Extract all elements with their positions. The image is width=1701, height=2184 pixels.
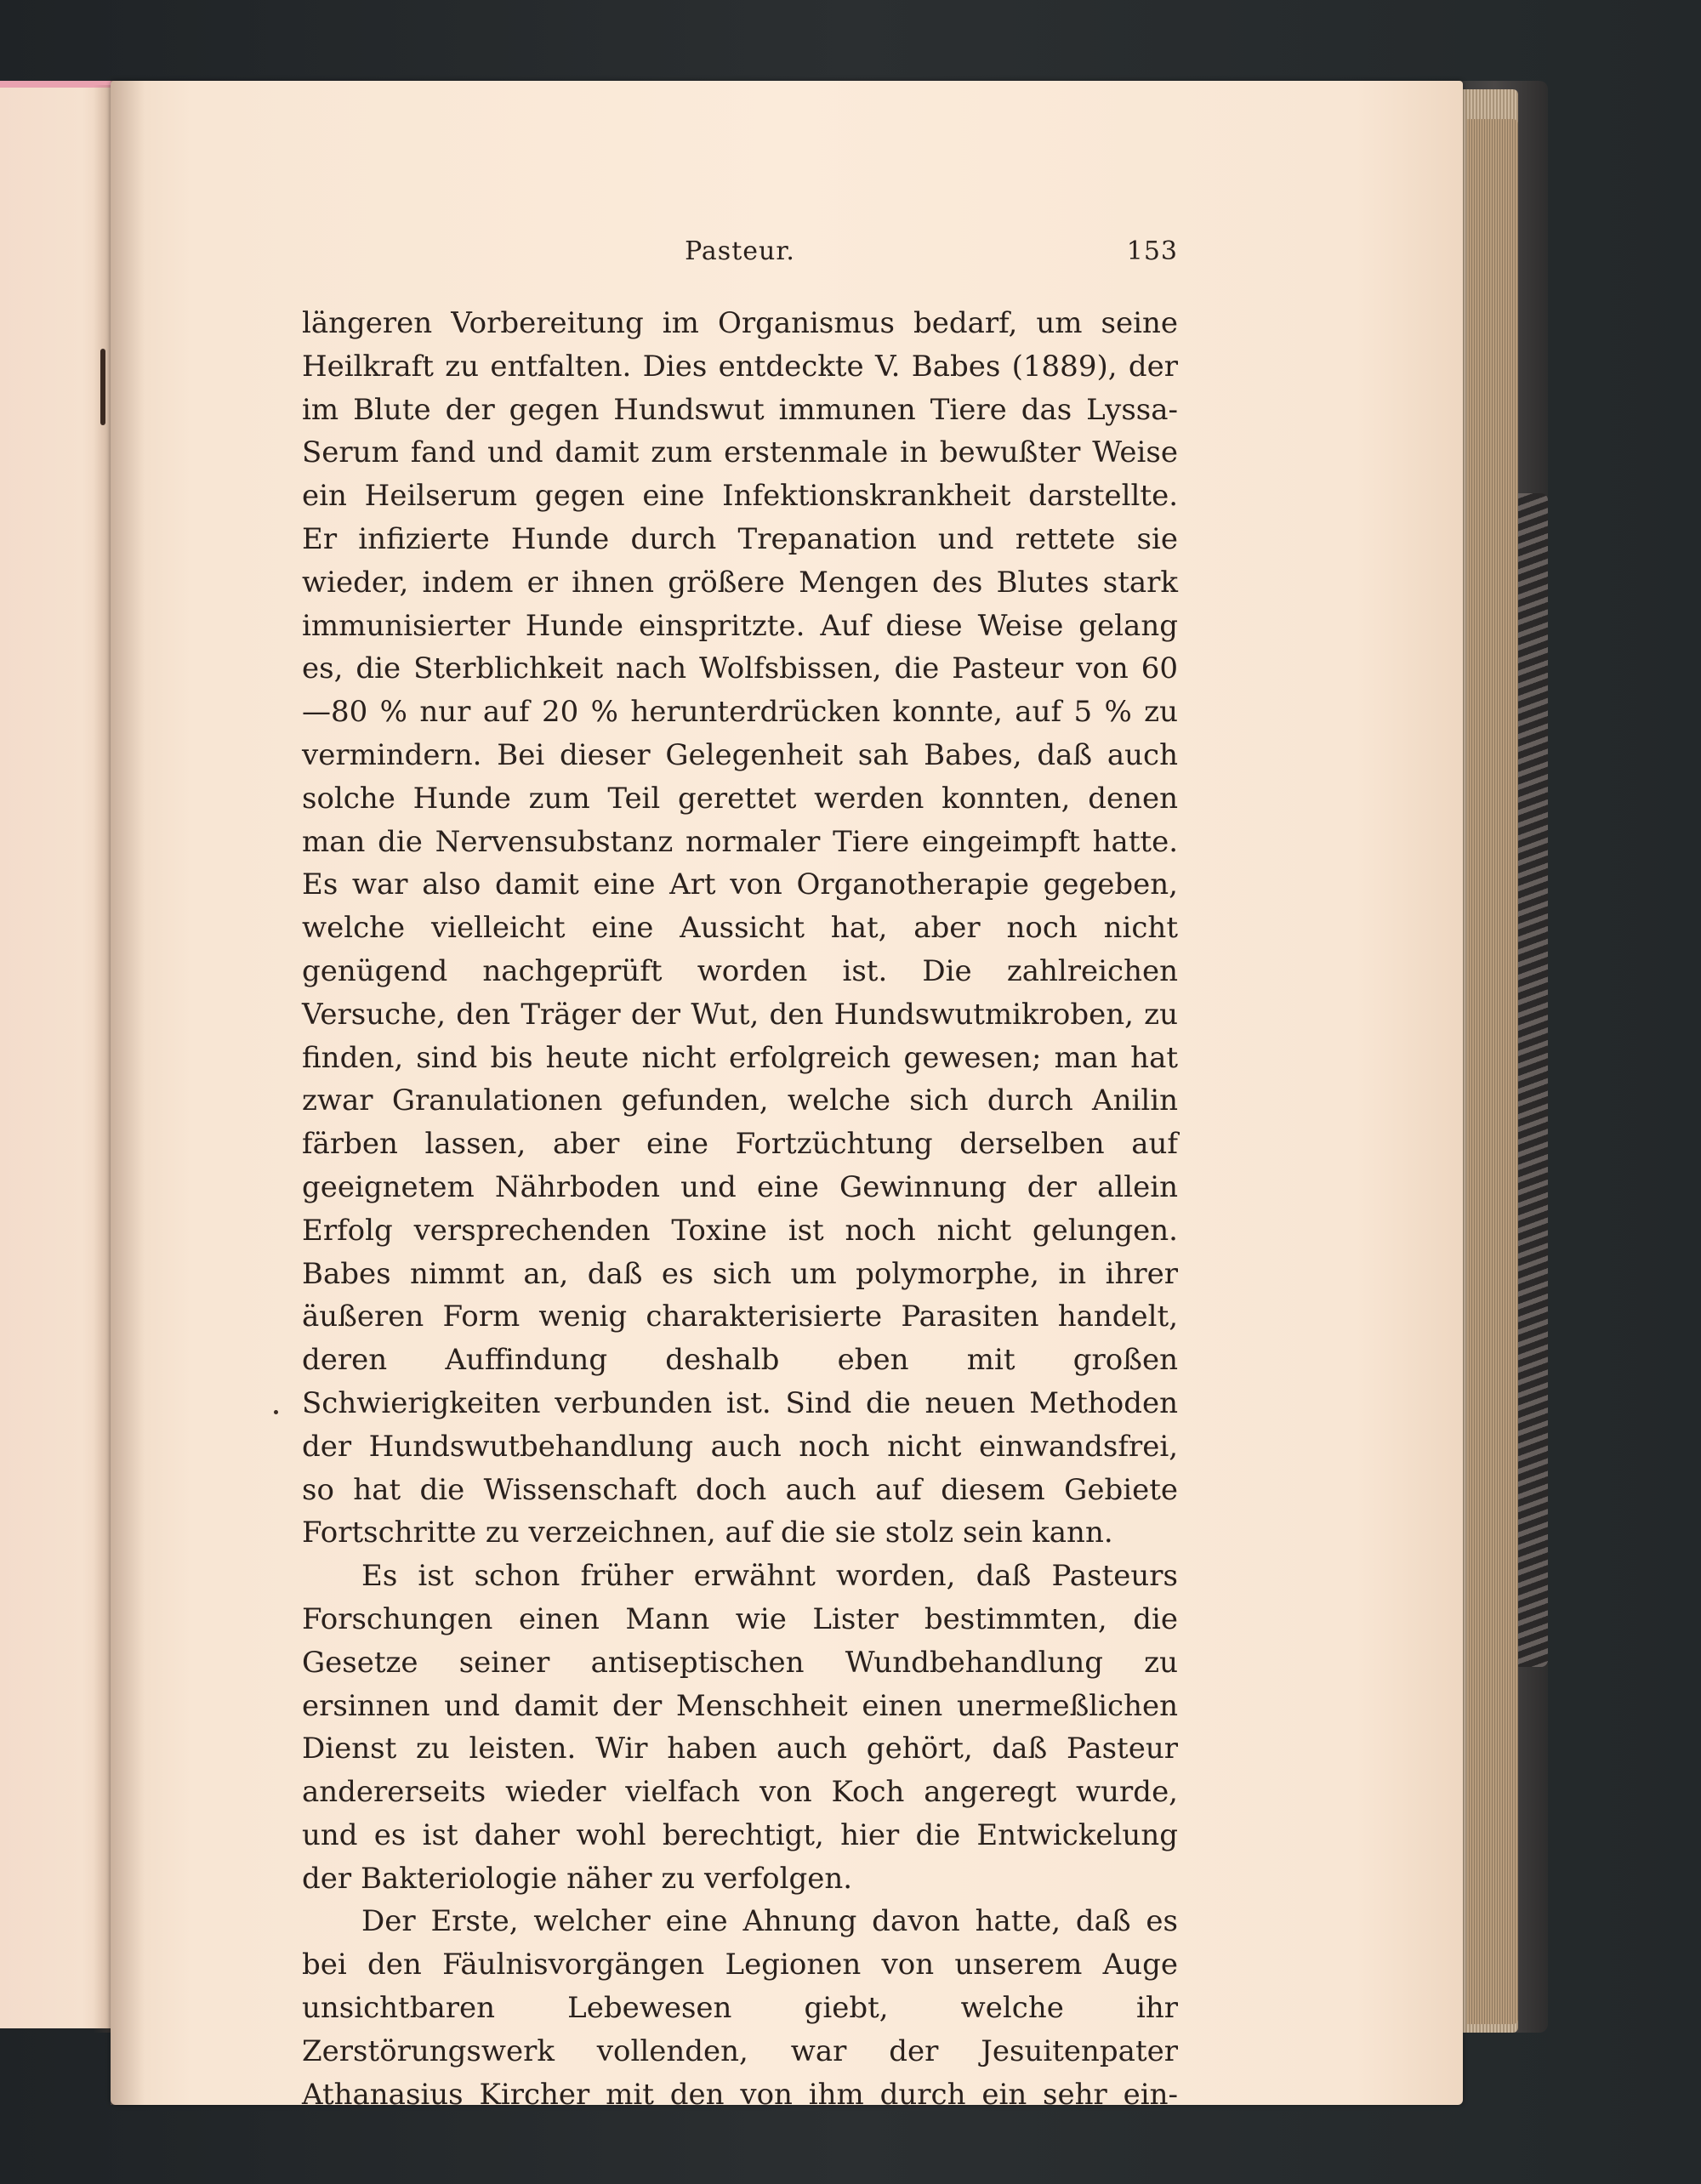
page-number: 153 (1126, 236, 1178, 266)
running-head (302, 236, 1178, 270)
ink-speck (274, 1410, 278, 1414)
page-edge-stack-inner (1467, 119, 1518, 2024)
paragraph-hundswut: längeren Vorbereitung im Organismus bedarf, um seine Heilkraft zu entfalten. Dies entdeckte V. Babes (1889), der im Blute der gegen Hundswut immunen Tiere das Lyssa-Serum fand und damit zum erstenmale in bewußter Weise ein Heilserum gegen eine Infektionskrankheit darstellte. Er infizierte Hunde durch Trepanation und rettete sie wieder, indem er ihnen größere Mengen des Blutes stark immunisierter Hunde einspritzte. Auf diese Weise gelang es, die Sterblichkeit nach Wolfsbissen, die Pasteur von 60—80 % nur auf 20 % herunterdrücken konnte, auf 5 % zu vermindern. Bei dieser Gelegenheit sah Babes, daß auch solche Hunde zum Teil gerettet werden konnten, denen man die Nervensubstanz normaler Tiere eingeimpft hatte. Es war also damit eine Art von Organotherapie gegeben, welche vielleicht eine Aussicht hat, aber noch nicht genügend nachgeprüft worden ist. Die zahlreichen Versuche, den Träger der Wut, den Hundswutmikroben, zu finden, sind bis heute nicht erfolgreich gewesen; man hat zwar Granulationen gefunden, welche sich durch Anilin färben lassen, aber eine Fortzüchtung derselben auf geeignetem Nährboden und eine Gewinnung der allein Erfolg versprechenden Toxine ist noch nicht gelungen. Babes nimmt an, daß es sich um polymorphe, in ihrer äußeren Form wenig charakterisierte Parasiten handelt, deren Auffindung deshalb eben mit großen Schwierigkeiten verbunden ist. Sind die neuen Methoden der Hundswutbehandlung auch noch nicht einwandsfrei, so hat die Wissenschaft doch auch auf diesem Gebiete Fortschritte zu verzeichnen, auf die sie stolz sein kann. (302, 306, 1178, 1550)
paragraph-kircher: Der Erste, welcher eine Ahnung davon hatte, daß es bei den Fäulnisvorgängen Legionen von unserem Auge unsichtbaren Lebewesen giebt, welche ihr Zerstörungswerk vollenden, war der Jesuitenpater Athanasius Kircher mit den von ihm durch ein sehr ein- (302, 1904, 1178, 2112)
facing-page-mark (100, 349, 105, 425)
page-gutter-shadow (111, 81, 145, 2105)
paragraph-lister: Es ist schon früher erwähnt worden, daß Pasteurs Forschungen einen Mann wie Lister bestimmten, die Gesetze seiner antiseptischen Wundbehandlung zu ersinnen und damit der Menschheit einen unermeßlichen Dienst zu leisten. Wir haben auch gehört, daß Pasteur andererseits wieder vielfach von Koch angeregt wurde, und es ist daher wohl berechtigt, hier die Entwickelung der Bakteriologie näher zu verfolgen. (302, 1559, 1178, 1896)
running-title: Pasteur. (685, 236, 795, 266)
marbled-cover-edge (1518, 493, 1548, 1667)
body-text (302, 302, 1178, 2116)
